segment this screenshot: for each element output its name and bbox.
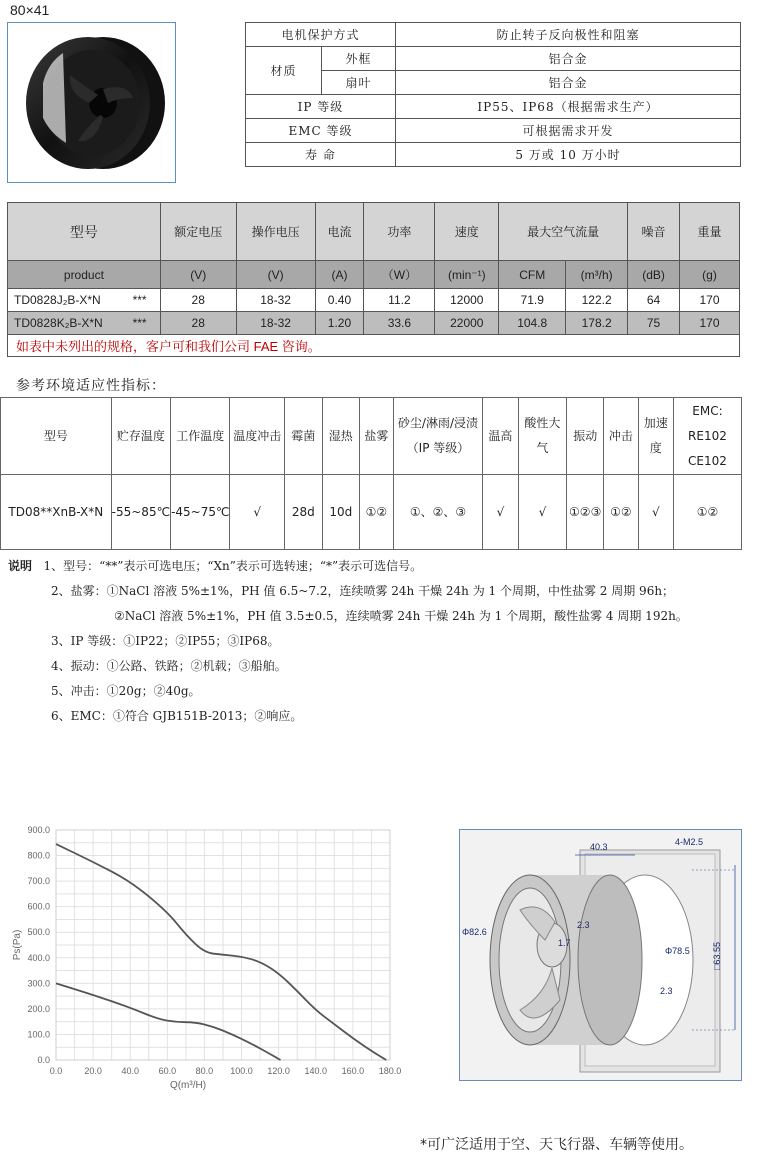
spec-sublabel: 外框 — [322, 47, 396, 71]
y-tick-label: 400.0 — [27, 952, 50, 963]
model-cell: TD0828K₂B-X*N — [8, 312, 120, 335]
y-tick-label: 600.0 — [27, 901, 50, 912]
footer-note: *可广泛适用于空、天飞行器、车辆等使用。 — [420, 1137, 693, 1153]
table-cell: 11.2 — [364, 289, 435, 312]
note-line: 3、IP 等级：①IP22；②IP55；③IP68。 — [51, 634, 280, 648]
y-tick-label: 0.0 — [37, 1055, 50, 1065]
header-cell: 操作电压 — [236, 203, 315, 261]
dim-label: 2.3 — [577, 920, 590, 930]
env-cell: ①②③ — [567, 475, 604, 550]
product-table — [7, 202, 740, 357]
fan-image — [8, 23, 175, 182]
dim-label: 2.3 — [660, 986, 673, 996]
spec-sublabel: 扇叶 — [322, 71, 396, 95]
header-cell: 速度 — [435, 203, 499, 261]
dim-label: Φ82.6 — [462, 927, 487, 937]
env-cell: 28d — [285, 475, 323, 550]
spec-value: 防止转子反向极性和阻塞 — [396, 23, 741, 47]
table-cell: 64 — [628, 289, 680, 312]
table-cell: 122.2 — [566, 289, 628, 312]
x-tick-label: 160.0 — [341, 1066, 365, 1076]
header-cell: 电流 — [315, 203, 364, 261]
note-line: 2、盐雾：①NaCl 溶液 5%±1%，PH 值 6.5~7.2，连续喷雾 24h 干燥 24h 为 1 个周期，中性盐雾 2 周期 96h； — [51, 584, 675, 598]
table-cell: 1.20 — [315, 312, 364, 335]
env-header: 贮存温度 — [111, 398, 170, 475]
spec-label: 材质 — [246, 47, 322, 95]
y-tick-label: 500.0 — [27, 927, 50, 938]
header-cell: 重量 — [680, 203, 740, 261]
unit-cell: (V) — [236, 261, 315, 289]
env-title: 参考环境适应性指标： — [16, 378, 166, 394]
dimension-svg — [460, 830, 741, 1080]
table-cell: 22000 — [435, 312, 499, 335]
x-tick-label: 0.0 — [49, 1066, 63, 1076]
env-header: 湿热 — [322, 398, 360, 475]
env-header: 冲击 — [604, 398, 639, 475]
table-row — [1, 475, 742, 550]
signal-cell: *** — [119, 312, 160, 335]
series-line-1 — [56, 844, 386, 1060]
note-line: 4、振动：①公路、铁路；②机载；③船舶。 — [51, 659, 287, 673]
x-tick-label: 140.0 — [304, 1066, 328, 1076]
unit-cell: （W） — [364, 261, 435, 289]
env-header: 温度冲击 — [230, 398, 285, 475]
notes-label: 说明 — [8, 559, 33, 573]
unit-cell: (V) — [160, 261, 236, 289]
table-cell: 28 — [160, 289, 236, 312]
note-line: 1、型号：“**”表示可选电压；“Xn”表示可选转速；“*”表示可选信号。 — [43, 559, 423, 573]
spec-label: 寿 命 — [246, 143, 396, 167]
notes — [8, 554, 688, 729]
header-cell: 功率 — [364, 203, 435, 261]
pq-chart-svg — [8, 820, 402, 1095]
fae-notice: 如表中未列出的规格，客户可和我们公司 FAE 咨询。 — [8, 335, 740, 357]
pq-chart — [8, 820, 402, 1095]
spec-value: 5 万或 10 万小时 — [396, 143, 741, 167]
table-cell: 0.40 — [315, 289, 364, 312]
x-axis-label: Q(m³/H) — [169, 1080, 207, 1091]
header-cell: 最大空气流量 — [499, 203, 628, 261]
fan-photo — [7, 22, 176, 183]
header-cell: 额定电压 — [160, 203, 236, 261]
dim-label: Φ78.5 — [665, 946, 690, 956]
spec-value: 可根据需求开发 — [396, 119, 741, 143]
y-tick-label: 900.0 — [27, 825, 50, 835]
y-tick-label: 700.0 — [27, 876, 50, 887]
note-line: 6、EMC：①符合 GJB151B-2013；②响应。 — [51, 709, 303, 723]
x-tick-label: 40.0 — [121, 1066, 139, 1076]
table-row — [8, 312, 740, 335]
env-header: 酸性大气 — [518, 398, 567, 475]
spec-value: IP55、IP68（根据需求生产） — [396, 95, 741, 119]
env-cell: ①② — [604, 475, 639, 550]
dim-label: □63.55 — [712, 942, 722, 970]
table-cell: 12000 — [435, 289, 499, 312]
unit-cell: CFM — [499, 261, 566, 289]
spec-value: 铝合金 — [396, 47, 741, 71]
header-cell: 型号 — [8, 203, 161, 261]
env-header: 振动 — [567, 398, 604, 475]
env-cell: -55~85℃ — [111, 475, 170, 550]
x-tick-label: 60.0 — [158, 1066, 177, 1076]
y-tick-label: 100.0 — [27, 1029, 50, 1040]
table-cell: 170 — [680, 289, 740, 312]
signal-cell: *** — [119, 289, 160, 312]
env-cell: 10d — [322, 475, 360, 550]
env-cell: TD08**XnB-X*N — [1, 475, 112, 550]
env-table — [0, 397, 742, 550]
env-cell: √ — [230, 475, 285, 550]
dim-label: 1.7 — [558, 938, 571, 948]
env-header: 工作温度 — [171, 398, 230, 475]
unit-cell: (m³/h) — [566, 261, 628, 289]
model-cell: TD0828J₂B-X*N — [8, 289, 120, 312]
env-header: 盐雾 — [360, 398, 394, 475]
x-tick-label: 120.0 — [267, 1066, 290, 1076]
spec-label: EMC 等级 — [246, 119, 396, 143]
env-header: EMC: RE102 CE102 — [673, 398, 741, 475]
env-cell: ①② — [360, 475, 394, 550]
env-header: 加速度 — [638, 398, 673, 475]
table-cell: 18-32 — [236, 312, 315, 335]
table-cell: 18-32 — [236, 289, 315, 312]
table-cell: 104.8 — [499, 312, 566, 335]
table-cell: 28 — [160, 312, 236, 335]
unit-cell: (min⁻¹) — [435, 261, 499, 289]
y-tick-label: 200.0 — [27, 1003, 50, 1014]
env-header: 霉菌 — [285, 398, 323, 475]
env-cell: √ — [483, 475, 518, 550]
unit-cell: (dB) — [628, 261, 680, 289]
env-cell: √ — [518, 475, 567, 550]
env-cell: ①② — [673, 475, 741, 550]
page-title: 80×41 — [10, 2, 50, 18]
dim-label: 40.3 — [590, 842, 608, 852]
x-tick-label: 80.0 — [195, 1066, 214, 1076]
header-cell: 噪音 — [628, 203, 680, 261]
x-tick-label: 100.0 — [230, 1066, 253, 1076]
x-tick-label: 180.0 — [378, 1066, 402, 1076]
dim-label: 4-M2.5 — [675, 837, 704, 847]
env-header: 温高 — [483, 398, 518, 475]
spec-value: 铝合金 — [396, 71, 741, 95]
unit-cell: (g) — [680, 261, 740, 289]
unit-cell: (A) — [315, 261, 364, 289]
y-tick-label: 800.0 — [27, 850, 50, 861]
table-cell: 75 — [628, 312, 680, 335]
unit-cell: product — [8, 261, 161, 289]
spec-label: IP 等级 — [246, 95, 396, 119]
spec-table — [245, 22, 741, 167]
x-tick-label: 20.0 — [84, 1066, 102, 1076]
y-axis-label: Ps(Pa) — [12, 929, 23, 961]
table-cell: 170 — [680, 312, 740, 335]
env-cell: √ — [638, 475, 673, 550]
note-line: ②NaCl 溶液 5%±1%，PH 值 3.5±0.5，连续喷雾 24h 干燥 24h 为 1 个周期，酸性盐雾 4 周期 192h。 — [114, 609, 688, 623]
dimension-drawing — [459, 829, 742, 1081]
table-cell: 178.2 — [566, 312, 628, 335]
env-cell: ①、②、③ — [393, 475, 483, 550]
y-tick-label: 300.0 — [27, 978, 50, 989]
table-row — [8, 289, 740, 312]
table-cell: 71.9 — [499, 289, 566, 312]
env-header: 型号 — [1, 398, 112, 475]
spec-label: 电机保护方式 — [246, 23, 396, 47]
env-header: 砂尘/淋雨/浸渍（IP 等级） — [393, 398, 483, 475]
env-cell: -45~75℃ — [171, 475, 230, 550]
note-line: 5、冲击：①20g；②40g。 — [51, 684, 201, 698]
table-cell: 33.6 — [364, 312, 435, 335]
